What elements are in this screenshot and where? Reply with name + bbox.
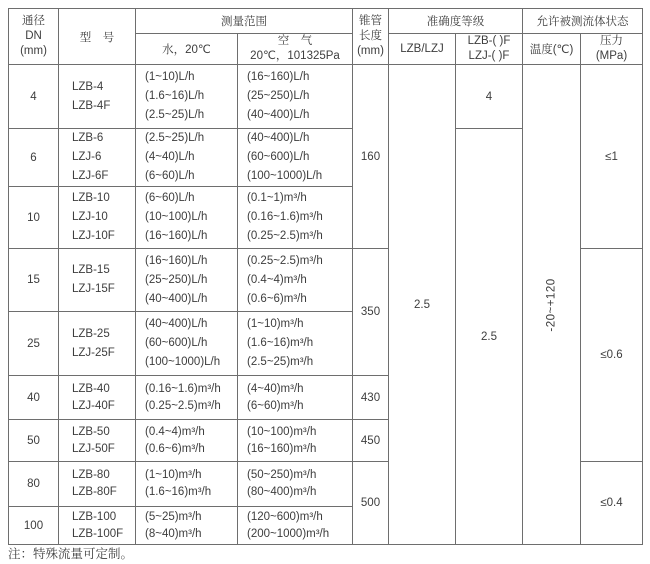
model-name: LZB-100F xyxy=(72,527,124,540)
air-range-cell xyxy=(238,376,353,420)
model-name: LZB-80 xyxy=(72,469,110,481)
water-range-cell xyxy=(136,65,238,129)
model-cell xyxy=(59,312,136,376)
flow-range: (6~60)L/h xyxy=(145,192,195,204)
flow-range: (2.5~25)m³/h xyxy=(247,356,314,368)
header-acc-f-line: LZJ-( )F xyxy=(468,50,510,62)
accuracy-std-cell: 2.5 xyxy=(389,65,456,545)
model-name: LZB-10 xyxy=(72,192,110,204)
flow-range: (40~400)L/h xyxy=(145,318,208,330)
flow-range: (6~60)m³/h xyxy=(247,399,304,412)
model-name: LZJ-25F xyxy=(72,346,115,359)
flowmeter-spec-table xyxy=(8,8,643,545)
dn-cell: 15 xyxy=(9,249,59,312)
model-name: LZB-6 xyxy=(72,132,104,144)
air-range-cell xyxy=(238,249,353,312)
flow-range: (16~160)L/h xyxy=(145,230,208,242)
model-name: LZB-40 xyxy=(72,382,110,395)
flow-range: (1~10)m³/h xyxy=(145,469,202,481)
water-range-cell xyxy=(136,129,238,187)
temperature-cell xyxy=(523,65,581,545)
cone-length-cell: 500 xyxy=(353,462,389,545)
header-temperature: 温度(℃) xyxy=(523,34,581,65)
flow-range: (0.25~2.5)m³/h xyxy=(145,399,221,412)
model-name: LZJ-10 xyxy=(72,211,108,223)
model-cell xyxy=(59,420,136,462)
flow-range: (4~40)L/h xyxy=(145,151,195,163)
air-range-cell xyxy=(238,462,353,507)
header-fluid-state: 允许被测流体状态 xyxy=(523,9,643,34)
model-name: LZJ-10F xyxy=(72,230,115,242)
dn-cell: 50 xyxy=(9,420,59,462)
water-range-cell xyxy=(136,312,238,376)
flow-range: (0.25~2.5)m³/h xyxy=(247,230,323,242)
flow-range: (16~160)m³/h xyxy=(247,442,317,455)
flow-range: (6~60)L/h xyxy=(145,170,195,182)
header-cone-line: (mm) xyxy=(357,45,384,57)
flow-range: (1~10)m³/h xyxy=(247,318,304,330)
flow-range: (1.6~16)m³/h xyxy=(247,337,314,349)
flow-range: (16~160)L/h xyxy=(145,254,208,267)
flow-range: (40~400)L/h xyxy=(145,292,208,305)
header-model: 型 号 xyxy=(59,9,136,65)
water-range-cell xyxy=(136,507,238,545)
model-name: LZB-4 xyxy=(72,80,104,93)
dn-cell: 4 xyxy=(9,65,59,129)
model-name: LZB-15 xyxy=(72,264,110,276)
header-dn xyxy=(9,9,59,65)
model-name: LZB-25 xyxy=(72,327,110,340)
pressure-cell: ≤1 xyxy=(581,65,643,249)
flow-range: (1~10)L/h xyxy=(145,71,195,83)
air-range-cell xyxy=(238,507,353,545)
dn-cell: 100 xyxy=(9,507,59,545)
water-range-cell xyxy=(136,187,238,249)
header-cone-line: 锥管 xyxy=(359,15,382,27)
water-range-cell xyxy=(136,462,238,507)
footnote: 注：特殊流量可定制。 xyxy=(8,547,134,561)
spec-table-container xyxy=(8,8,643,545)
water-range-cell xyxy=(136,420,238,462)
flow-range: (100~1000)L/h xyxy=(247,170,323,182)
flow-range: (120~600)m³/h xyxy=(247,510,323,523)
flow-range: (10~100)m³/h xyxy=(247,425,317,438)
model-name: LZB-80F xyxy=(72,486,117,498)
cone-length-cell: 160 xyxy=(353,65,389,249)
pressure-cell: ≤0.6 xyxy=(581,249,643,462)
flow-range: (25~250)L/h xyxy=(247,90,310,102)
header-measure-range: 测量范围 xyxy=(136,9,353,34)
model-cell xyxy=(59,462,136,507)
flow-range: (200~1000)m³/h xyxy=(247,527,330,540)
model-cell xyxy=(59,187,136,249)
model-name: LZB-100 xyxy=(72,510,117,523)
dn-cell: 6 xyxy=(9,129,59,187)
flow-range: (8~40)m³/h xyxy=(145,527,202,540)
air-range-cell xyxy=(238,65,353,129)
flow-range: (16~160)L/h xyxy=(247,71,310,83)
header-dn-line: 通径 xyxy=(22,15,45,27)
temperature-range: -20~+120 xyxy=(545,277,558,332)
header-acc-std: LZB/LZJ xyxy=(389,34,456,65)
flow-range: (5~25)m³/h xyxy=(145,510,202,523)
flow-range: (0.4~4)m³/h xyxy=(145,425,205,438)
header-pressure-line: 压力 xyxy=(600,35,623,47)
flow-range: (40~400)L/h xyxy=(247,109,310,121)
flow-range: (50~250)m³/h xyxy=(247,469,317,481)
flow-range: (10~100)L/h xyxy=(145,211,208,223)
air-range-cell xyxy=(238,187,353,249)
header-acc-f xyxy=(456,34,523,65)
flow-range: (1.6~16)L/h xyxy=(145,90,205,102)
accuracy-f-cell: 2.5 xyxy=(456,129,523,545)
flow-range: (0.6~6)m³/h xyxy=(247,292,307,305)
air-range-cell xyxy=(238,129,353,187)
flow-range: (0.16~1.6)m³/h xyxy=(145,382,221,395)
header-dn-line: DN xyxy=(25,30,42,42)
water-range-cell xyxy=(136,376,238,420)
header-air-line: 20℃，101325Pa xyxy=(250,50,340,62)
model-cell xyxy=(59,129,136,187)
model-name: LZJ-40F xyxy=(72,399,115,412)
model-name: LZJ-15F xyxy=(72,283,115,295)
flow-range: (60~600)L/h xyxy=(145,337,208,349)
model-cell xyxy=(59,249,136,312)
flow-range: (80~400)m³/h xyxy=(247,486,317,498)
air-range-cell xyxy=(238,420,353,462)
model-name: LZJ-6 xyxy=(72,151,102,163)
model-name: LZJ-50F xyxy=(72,442,115,455)
cone-length-cell: 430 xyxy=(353,376,389,420)
cone-length-cell: 350 xyxy=(353,249,389,376)
flow-range: (25~250)L/h xyxy=(145,273,208,286)
water-range-cell xyxy=(136,249,238,312)
model-name: LZB-4F xyxy=(72,99,111,112)
flow-range: (0.16~1.6)m³/h xyxy=(247,211,323,223)
dn-cell: 80 xyxy=(9,462,59,507)
header-pressure-line: (MPa) xyxy=(595,50,628,62)
header-pressure xyxy=(581,34,643,65)
flow-range: (1.6~16)m³/h xyxy=(145,486,212,498)
header-air xyxy=(238,34,353,65)
model-cell xyxy=(59,65,136,129)
header-water: 水，20℃ xyxy=(136,34,238,65)
flow-range: (0.25~2.5)m³/h xyxy=(247,254,323,267)
air-range-cell xyxy=(238,312,353,376)
model-cell xyxy=(59,507,136,545)
model-name: LZJ-6F xyxy=(72,170,109,182)
header-air-line: 空 气 xyxy=(277,35,313,47)
header-cone-line: 长度 xyxy=(359,30,382,42)
accuracy-f-cell: 4 xyxy=(456,65,523,129)
dn-cell: 25 xyxy=(9,312,59,376)
flow-range: (40~400)L/h xyxy=(247,132,310,144)
header-dn-line: (mm) xyxy=(20,45,47,57)
header-cone-length xyxy=(353,9,389,65)
header-acc-f-line: LZB-( )F xyxy=(467,35,511,47)
flow-range: (100~1000)L/h xyxy=(145,356,221,368)
flow-range: (0.6~6)m³/h xyxy=(145,442,205,455)
pressure-cell: ≤0.4 xyxy=(581,462,643,545)
flow-range: (0.4~4)m³/h xyxy=(247,273,307,286)
model-cell xyxy=(59,376,136,420)
flow-range: (2.5~25)L/h xyxy=(145,109,205,121)
flow-range: (60~600)L/h xyxy=(247,151,310,163)
dn-cell: 40 xyxy=(9,376,59,420)
cone-length-cell: 450 xyxy=(353,420,389,462)
table-row-dn4 xyxy=(9,65,643,129)
header-accuracy: 准确度等级 xyxy=(389,9,523,34)
flow-range: (4~40)m³/h xyxy=(247,382,304,395)
flow-range: (2.5~25)L/h xyxy=(145,132,205,144)
dn-cell: 10 xyxy=(9,187,59,249)
flow-range: (0.1~1)m³/h xyxy=(247,192,307,204)
model-name: LZB-50 xyxy=(72,425,110,438)
